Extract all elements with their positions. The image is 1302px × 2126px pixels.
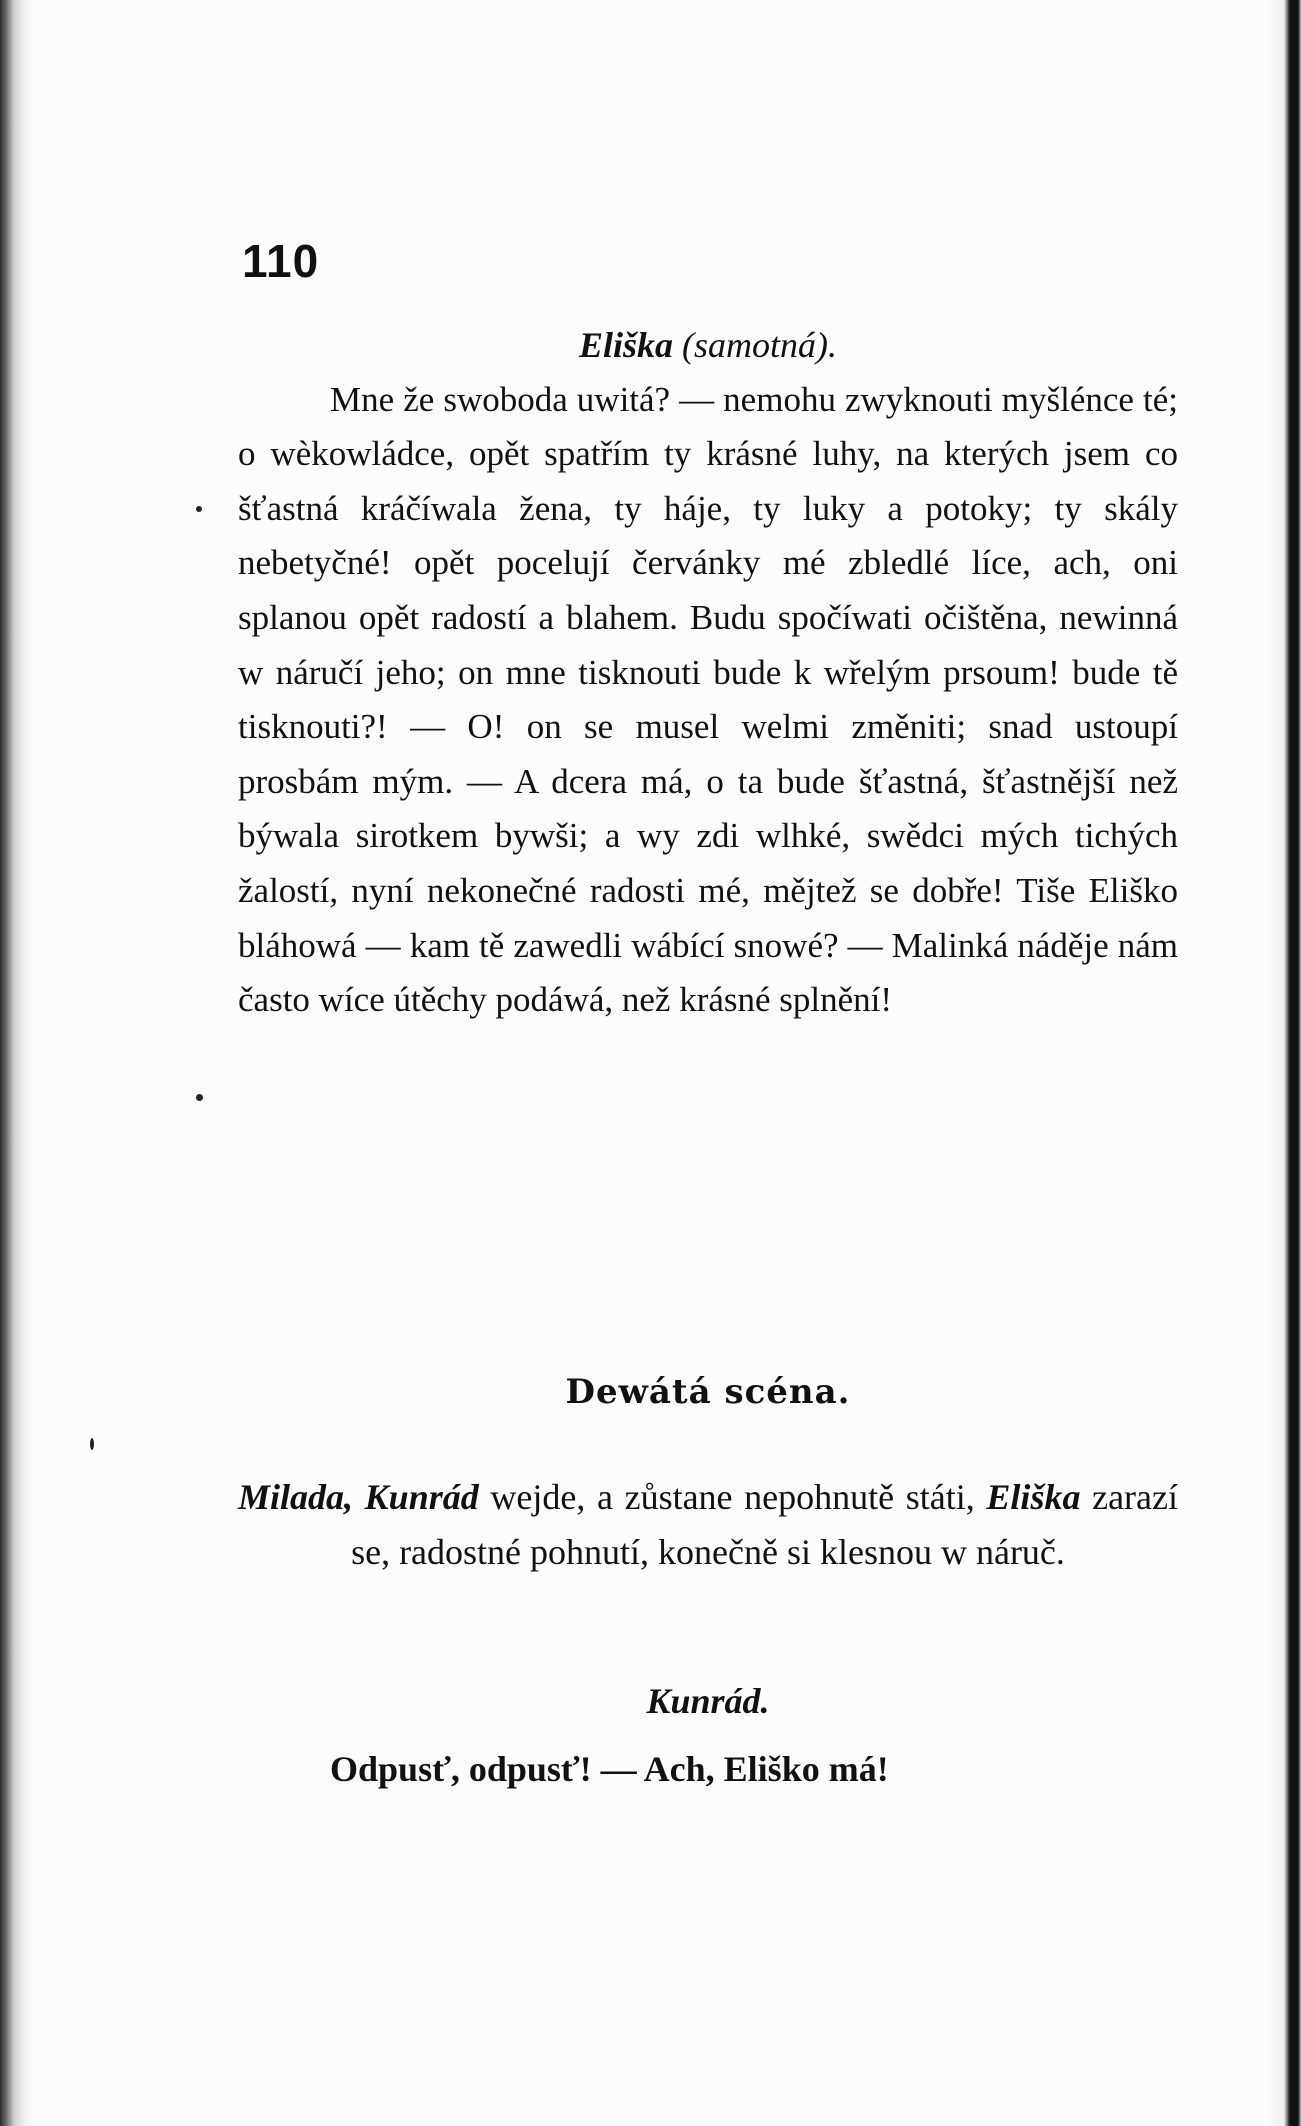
- role-milada: Milada,: [238, 1477, 354, 1517]
- speech-block: [238, 318, 1178, 1028]
- scan-speck: [196, 1094, 203, 1101]
- scan-speck: [90, 1438, 94, 1450]
- binding-edge: [0, 0, 34, 2126]
- scan-speck: [196, 506, 202, 512]
- stage-direction: [238, 1470, 1178, 1579]
- stage-direction-text: wejde, a zůstane nepohnutě státi,: [478, 1477, 987, 1517]
- dialogue-line: Odpusť, odpusť! — Ach, Eliško má!: [330, 1749, 889, 1789]
- monologue-paragraph: Mne že swoboda uwitá? — nemohu zwyknouti myšlénce té; o wèkowládce, opět spatřím ty krásné luhy, na kterých jsem co šťastná kráčíwala žena, ty háje, ty luky a potoky; ty skály nebetyčné! opět pocelují červánky mé zbledlé líce, ach, oni splanou opět radostí a blahem. Budu spočíwati očištěna, newinná w náručí jeho; on mne tisknouti bude k wřelým prsoum! bude tě tisknouti?! — O! on se musel welmi změniti; snad ustoupí prosbám mým. — A dcera má, o ta bude šťastná, šťastnější než býwala sirotkem bywši; a wy zdi wlhké, swědci mých tichých žalostí, nyní nekonečné radosti mé, mějtež se dobře! Tiše Eliško bláhowá — kam tě zawedli wábící snowé? — Malinká náděje nám často wíce útěchy podáwá, než krásné splnění!: [238, 379, 1178, 1020]
- speaker-heading: [238, 318, 1178, 373]
- page-number: 110: [242, 235, 320, 287]
- speaker-name: Eliška: [578, 325, 674, 365]
- page-edge: [1268, 0, 1302, 2126]
- speaker-heading: Kunrád.: [646, 1681, 770, 1721]
- role-eliska: Eliška: [986, 1477, 1081, 1517]
- scene-title: Dewátá scéna.: [565, 1372, 851, 1412]
- stage-direction-text: zarazí se, radostné pohnutí, konečně si klesnou w náruč.: [351, 1477, 1178, 1572]
- stage-note: (samotná).: [682, 325, 838, 365]
- role-kunrad: Kunrád: [364, 1477, 479, 1517]
